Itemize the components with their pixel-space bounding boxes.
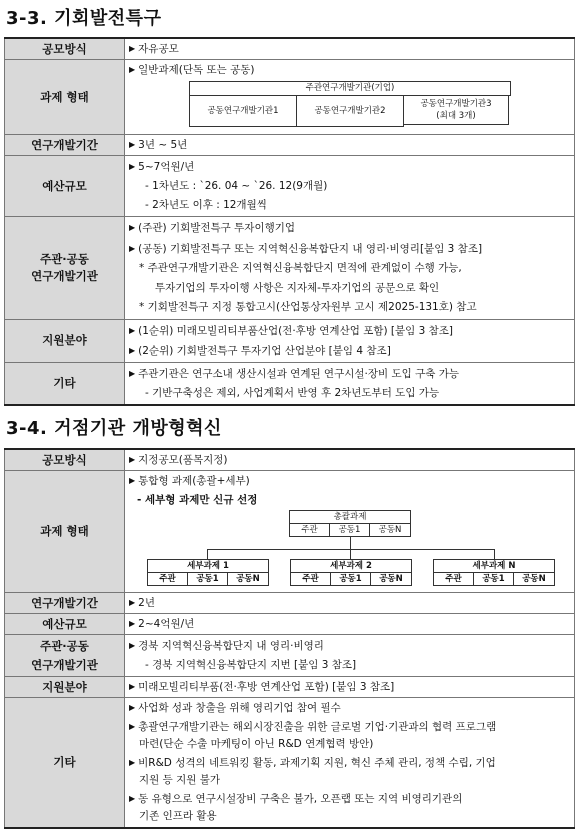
section-title-3-3: 3-3. 기회발전특구	[6, 8, 162, 29]
triangle-bullet-icon: ▶	[129, 325, 136, 335]
org-diagram-2: 총괄과제 주관 공동1 공동N 세부과제 1 주관 공동1 공동N 세부과제 2 주관 공동1 공동N 세부과제 N 주관 공동1 공동N	[129, 510, 570, 586]
triangle-bullet-icon: ▶	[129, 703, 136, 712]
triangle-bullet-icon: ▶	[129, 598, 136, 607]
triangle-bullet-icon: ▶	[129, 345, 136, 355]
section-title-3-4: 3-4. 거점기관 개방형혁신	[6, 418, 222, 439]
label-orgs: 주관·공동 연구개발기관	[5, 217, 125, 320]
section-3-4-table: 공모방식 ▶ 지정공모(품목지정) 과제 형태 ▶ 통합형 과제(총괄+세부) - 세부형 과제만 신규 선정 총괄과제 주관 공동1 공동N 세부과제 1 주관 공동1 공동N 세부과제 2 주관 공동1 공동N 세부과제 N 주관 공동1 공동N 연구개발기간 ▶ 2년 예산규모 ▶ 2~4억원/년 주관·공동 연구개발기관 ▶ 경북 지역혁신융복합단지 내 영리·비영리 - 경북 지역혁신융복합단지 지번 [붙임 3 참조] 지원분야 ▶ 미래모빌리티부품(전·후방 연계산업 포함) [붙임 3 참조] 기타 ▶ 사업화 성과 창출을 위해 영리기업 참여 필수 ▶ 총괄연구개발기관는 해외시장진출을 위한 글로벌 기업·기관과의 협력 프로그램 마련(단순 수출 마케팅이 아닌 R&D 연계협력 방안) ▶ 비R&D 성격의 네트워킹 활동, 과제기획 지원, 혁신 주체 관리, 정책 수립, 기업 지원 등 지원 불가 ▶ 동 유형으로 연구시설장비 구축은 불가, 오픈랩 또는 지역 비영리기관의 기존 인프라 활용	[4, 448, 575, 829]
triangle-bullet-icon: ▶	[129, 721, 136, 731]
label-type: 과제 형태	[5, 471, 125, 593]
org-child-1: 공동연구개발기관1	[189, 95, 297, 127]
triangle-bullet-icon: ▶	[129, 368, 136, 378]
label-recruit: 공모방식	[5, 38, 125, 60]
sub-task-2: 세부과제 2	[290, 559, 412, 573]
label-etc: 기타	[5, 698, 125, 828]
triangle-bullet-icon: ▶	[129, 65, 136, 74]
label-orgs: 주관·공동 연구개발기관	[5, 635, 125, 677]
section-3-3-table: 공모방식 ▶ 자유공모 과제 형태 ▶ 일반과제(단독 또는 공동) 주관연구개발기관(기업) 공동연구개발기관1 공동연구개발기관2 공동연구개발기관3 (최대 3개) 연구개발기간 ▶ 3년 ~ 5년 예산규모 ▶ 5~7억원/년 - 1차년도 : `26. 04 ~ `26. 12(9개월) - 2차년도 이후 : 12개월씩 주관·공동 연구개발기관 ▶ (주관) 기회발전특구 투자이행기업 ▶ (공동) 기회발전특구 또는 지역혁신융복합단지 내 영리·비영리[붙임 3 참조] * 주관연구개발기관은 지역혁신융복합단지 면적에 관계없이 수행 가능, 투자기업의 투자이행 사항은 지자체-투자기업의 공문으로 확인 * 기회발전특구 지정 통합고시(산업통상자원부 고시 제2025-131호) 참고 지원분야 ▶ (1순위) 미래모빌리티부품산업(전·후방 연계산업 포함) [붙임 3 참조] ▶ (2순위) 기회발전특구 투자기업 산업분야 [붙임 4 참조] 기타 ▶ 주관기관은 연구소내 생산시설과 연계된 연구시설·장비 도입 구축 가능 - 기반구축성은 제외, 사업계획서 반영 후 2차년도부터 도입 가능	[4, 37, 575, 406]
triangle-bullet-icon: ▶	[129, 619, 136, 628]
triangle-bullet-icon: ▶	[129, 140, 136, 149]
org-top-box: 주관연구개발기관(기업)	[189, 81, 511, 96]
label-budget: 예산규모	[5, 156, 125, 217]
org-diagram-1	[129, 81, 570, 131]
connector	[350, 537, 351, 549]
triangle-bullet-icon: ▶	[129, 44, 136, 53]
label-period: 연구개발기간	[5, 135, 125, 156]
triangle-bullet-icon: ▶	[129, 757, 136, 767]
org-child-2: 공동연구개발기관2	[296, 95, 404, 127]
triangle-bullet-icon: ▶	[129, 455, 136, 464]
triangle-bullet-icon: ▶	[129, 641, 136, 650]
label-type: 과제 형태	[5, 60, 125, 135]
triangle-bullet-icon: ▶	[129, 223, 136, 232]
label-etc: 기타	[5, 362, 125, 405]
triangle-bullet-icon: ▶	[129, 682, 136, 691]
connector	[494, 549, 495, 559]
triangle-bullet-icon: ▶	[129, 476, 136, 485]
triangle-bullet-icon: ▶	[129, 243, 136, 253]
label-field: 지원분야	[5, 319, 125, 362]
sub-task-n: 세부과제 N	[433, 559, 555, 573]
label-period: 연구개발기간	[5, 593, 125, 614]
sub-task-1: 세부과제 1	[147, 559, 269, 573]
connector	[350, 549, 351, 559]
connector	[207, 549, 208, 559]
triangle-bullet-icon: ▶	[129, 793, 136, 803]
triangle-bullet-icon: ▶	[129, 162, 136, 171]
label-field: 지원분야	[5, 677, 125, 698]
org-top-box: 총괄과제	[289, 510, 411, 524]
org-child-3: 공동연구개발기관3 (최대 3개)	[403, 95, 509, 125]
label-budget: 예산규모	[5, 614, 125, 635]
label-recruit: 공모방식	[5, 449, 125, 471]
